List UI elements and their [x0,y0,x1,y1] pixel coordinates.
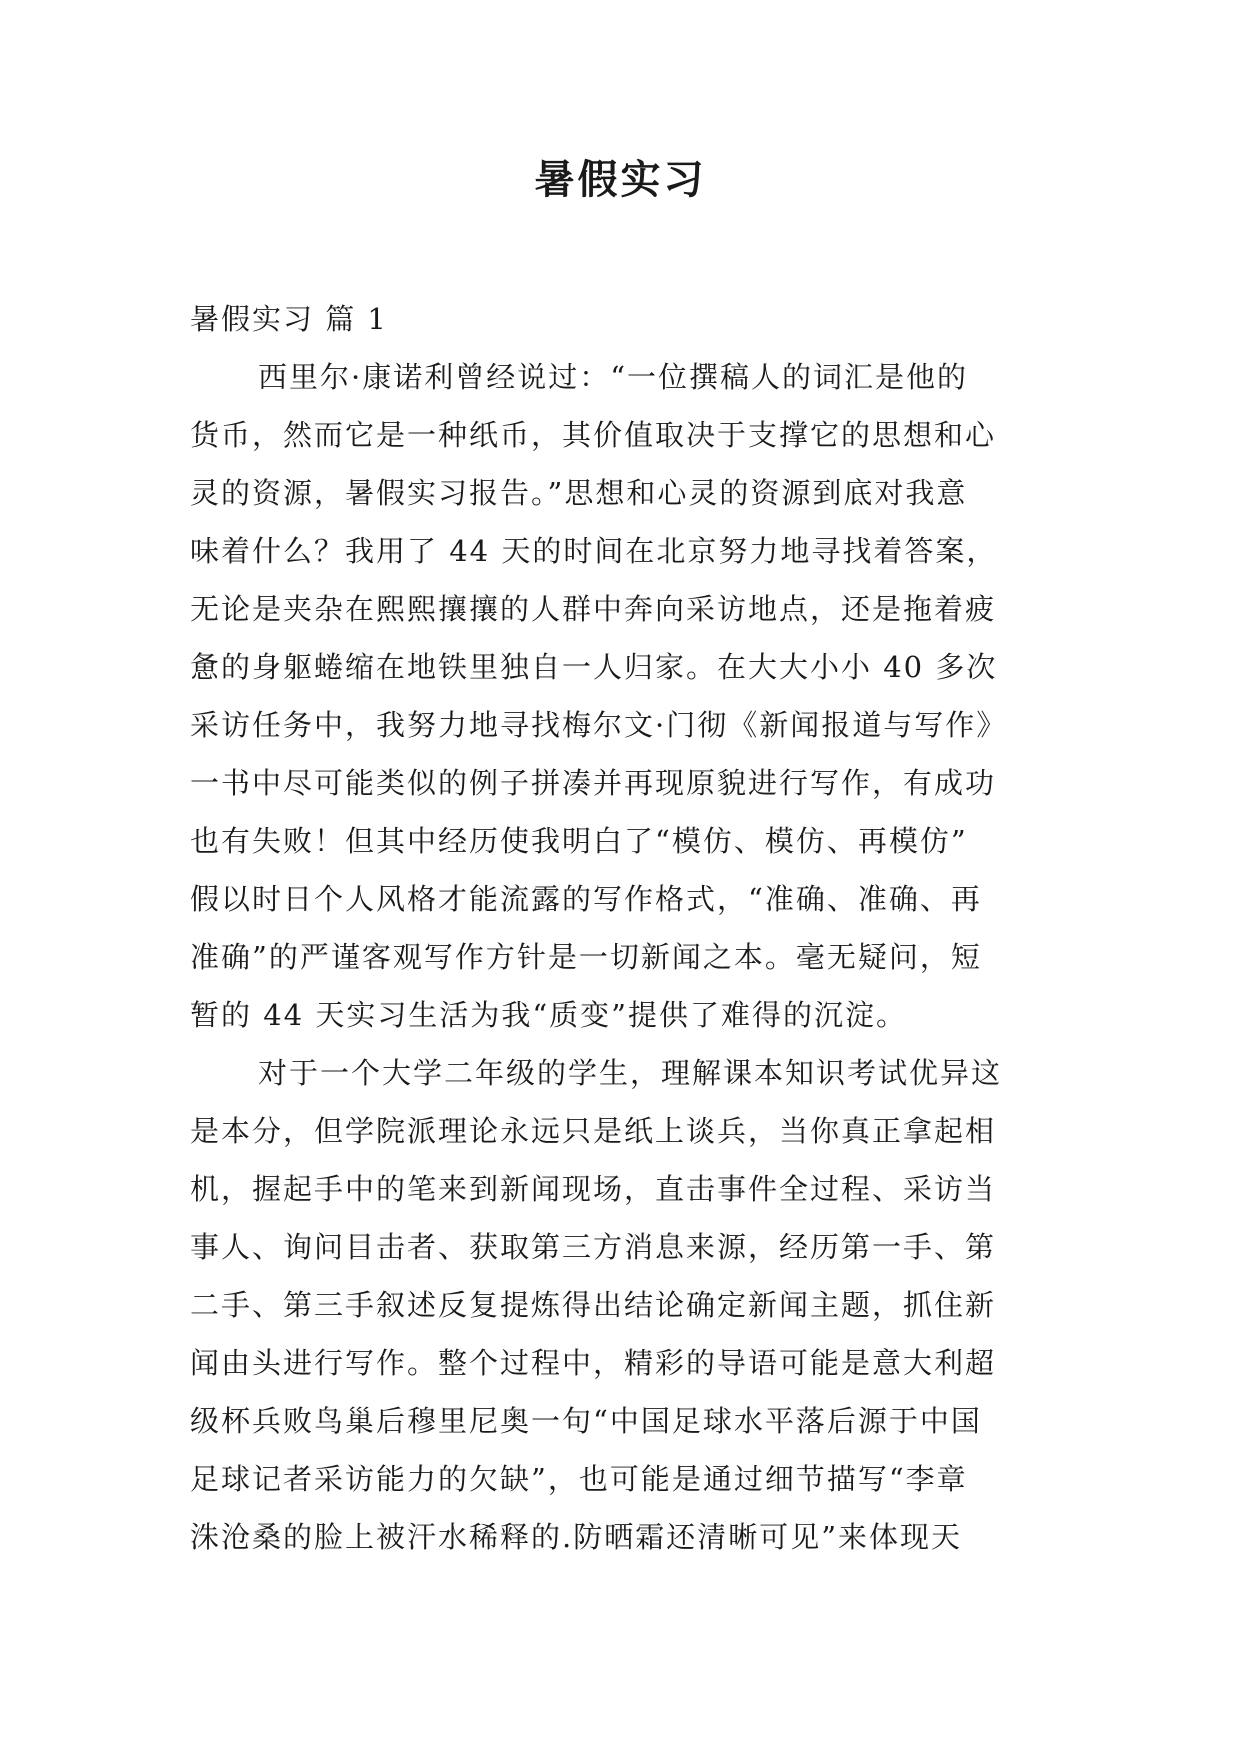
document-title: 暑假实习 [534,156,707,203]
paragraph-line: 事人、询问目击者、获取第三方消息来源，经历第一手、第 [190,1230,997,1264]
paragraph-line: 闻由头进行写作。整个过程中，精彩的导语可能是意大利超 [190,1346,997,1380]
paragraph-line: 一书中尽可能类似的例子拼凑并再现原貌进行写作，有成功 [190,766,997,800]
paragraph-line: 足球记者采访能力的欠缺”，也可能是通过细节描写“李章 [190,1462,968,1496]
paragraph-2 [190,1044,1050,1566]
paragraph-line: 暂的 44 天实习生活为我“质变”提供了难得的沉淀。 [190,998,907,1032]
paragraph-line: 级杯兵败鸟巢后穆里尼奥一句“中国足球水平落后源于中国 [190,1404,982,1438]
document-body [190,290,1050,1566]
paragraph-line: 灵的资源，暑假实习报告。”思想和心灵的资源到底对我意 [190,476,968,510]
paragraph-line: 机，握起手中的笔来到新闻现场，直击事件全过程、采访当 [190,1172,997,1206]
paragraph-line: 货币，然而它是一种纸币，其价值取决于支撑它的思想和心 [190,418,997,452]
paragraph-line: 惫的身躯蜷缩在地铁里独自一人归家。在大大小小 40 多次 [190,650,998,684]
paragraph-line: 是本分，但学院派理论永远只是纸上谈兵，当你真正拿起相 [190,1114,997,1148]
paragraph-line: 洙沧桑的脸上被汗水稀释的.防晒霜还清晰可见”来体现天 [190,1520,963,1554]
paragraph-line: 味着什么？我用了 44 天的时间在北京努力地寻找着答案， [190,534,998,568]
paragraph-1 [190,348,1050,1044]
paragraph-line: 采访任务中，我努力地寻找梅尔文·门彻《新闻报道与写作》 [190,708,1008,742]
paragraph-line: 二手、第三手叙述反复提炼得出结论确定新闻主题，抓住新 [190,1288,997,1322]
section-heading: 暑假实习 篇 1 [190,302,388,336]
paragraph-line: 也有失败！但其中经历使我明白了“模仿、模仿、再模仿” [190,824,968,858]
paragraph-line: 西里尔·康诺利曾经说过：“一位撰稿人的词汇是他的 [258,360,969,394]
paragraph-line: 对于一个大学二年级的学生，理解课本知识考试优异这 [258,1056,1003,1090]
paragraph-line: 无论是夹杂在熙熙攘攘的人群中奔向采访地点，还是拖着疲 [190,592,997,626]
paragraph-line: 假以时日个人风格才能流露的写作格式，“准确、准确、再 [190,882,982,916]
paragraph-line: 准确”的严谨客观写作方针是一切新闻之本。毫无疑问，短 [190,940,982,974]
